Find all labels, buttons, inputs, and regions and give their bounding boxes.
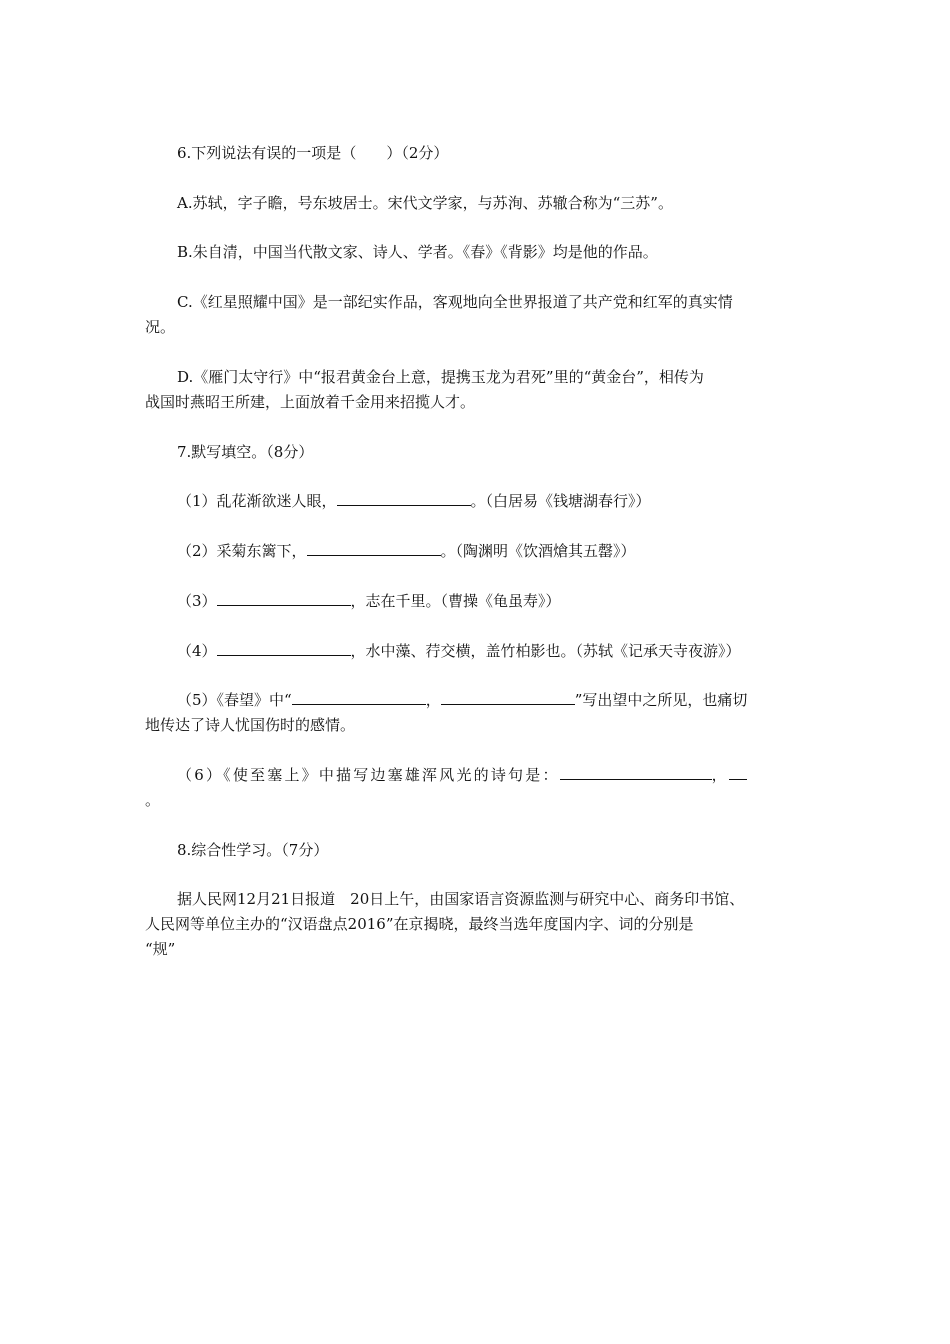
item-2-suffix: 。（陶渊明《饮酒熗其五罄》） xyxy=(440,542,636,560)
item-5-suffix: ”写出望中之所见，也痛切 xyxy=(574,691,748,709)
question-7-stem: 7.默写填空。（8分） xyxy=(177,443,314,461)
question-7-item-5-line1 xyxy=(177,688,810,713)
question-6-option-b: B.朱自清，中国当代散文家、诗人、学者。《春》《背影》均是他的作品。 xyxy=(177,243,658,261)
question-6-option-d-line1: D.《雁门太守行》中“报君黄金台上意，提携玉龙为君死”里的“黄金台”，相传为 xyxy=(177,368,704,386)
question-8-passage-line2: 人民网等单位主办的“汉语盘点2016”在京揭晓，最终当选年度国内字、词的分别是 xyxy=(145,915,694,933)
question-7-item-6-line2: 。 xyxy=(145,791,161,809)
answer-blank-6a[interactable] xyxy=(560,765,712,780)
item-5-comma: ， xyxy=(425,691,441,709)
answer-blank-6b[interactable] xyxy=(729,765,747,780)
question-6-option-a: A.苏轼，字子瞻，号东坡居士。宋代文学家，与苏洵、苏辙合称为“三苏”。 xyxy=(177,194,673,212)
item-5-prefix: （5）《春望》中“ xyxy=(177,691,292,709)
question-8-passage-line3: “规” xyxy=(145,940,176,958)
answer-blank-2[interactable] xyxy=(307,541,441,556)
item-6-prefix: （6）《使至塞上》中描写边塞雄浑风光的诗句是： xyxy=(177,766,560,784)
question-7-item-1 xyxy=(177,489,810,514)
question-6-option-d-line2: 战国时燕昭王所建，上面放着千金用来招揽人才。 xyxy=(145,393,476,411)
question-7-item-3 xyxy=(177,589,810,614)
answer-blank-3[interactable] xyxy=(217,591,351,606)
answer-blank-5b[interactable] xyxy=(441,690,575,705)
item-4-suffix: ，水中藻、荇交横，盖竹柏影也。（苏轼《记承天寺夜游》） xyxy=(350,642,741,660)
question-6-stem: 6.下列说法有误的一项是（ ）（2分） xyxy=(177,144,449,162)
question-8-stem: 8.综合性学习。（7分） xyxy=(177,841,329,859)
item-3-suffix: ，志在千里。（曹操《龟虽寿》） xyxy=(350,592,561,610)
question-8-passage-line1: 据人民网12月21日报道 20日上午，由国家语言资源监测与研究中心、商务印书馆、 xyxy=(177,890,745,908)
item-6-comma: ， xyxy=(711,766,729,784)
item-3-prefix: （3） xyxy=(177,592,217,610)
answer-blank-4[interactable] xyxy=(217,641,351,656)
item-2-prefix: （2）采菊东篱下， xyxy=(177,542,307,560)
item-1-suffix: 。（白居易《钱塘湖春行》） xyxy=(470,492,651,510)
question-6-option-c-line1: C.《红星照耀中国》是一部纪实作品，客观地向全世界报道了共产党和红军的真实情 xyxy=(177,293,733,311)
question-6-option-c-line2: 况。 xyxy=(145,318,176,336)
answer-blank-5a[interactable] xyxy=(292,690,426,705)
item-4-prefix: （4） xyxy=(177,642,217,660)
question-7-item-6-line1 xyxy=(177,763,810,788)
item-1-prefix: （1）乱花渐欲迷人眼， xyxy=(177,492,337,510)
answer-blank-1[interactable] xyxy=(337,491,471,506)
question-7-item-5-line2: 地传达了诗人忧国伤时的感情。 xyxy=(145,716,356,734)
question-7-item-4 xyxy=(177,639,810,664)
question-7-item-2 xyxy=(177,539,810,564)
